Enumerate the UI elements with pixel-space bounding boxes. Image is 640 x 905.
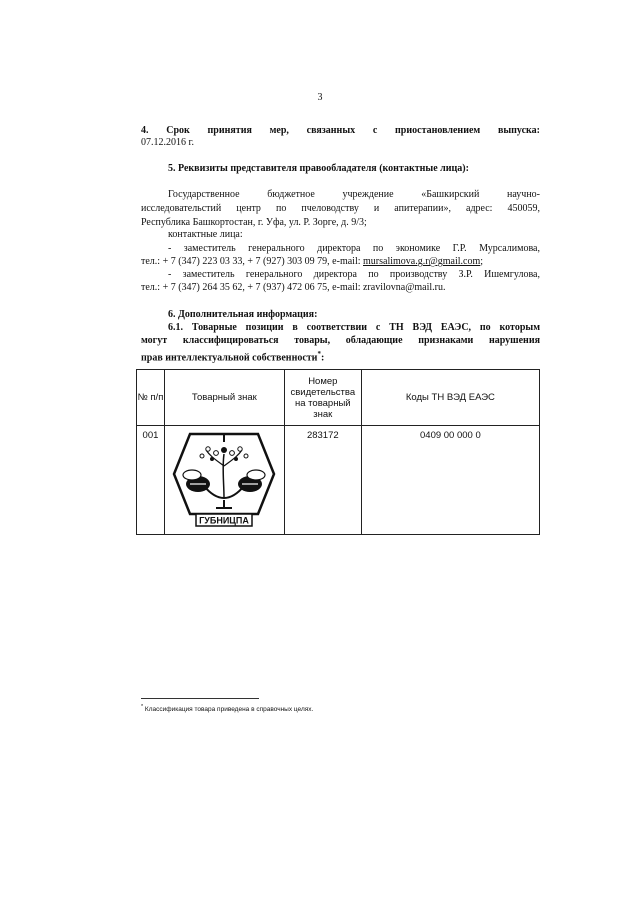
logo-text: ГУБНИЦПА: [199, 515, 250, 526]
contacts-label: контактные лица:: [168, 229, 243, 240]
contact-1-line-1: - заместитель генерального директора по экономике Г.Р. Мурсалимова,: [168, 243, 540, 254]
section-6-1-line-2: могут классифицироваться товары, обладающие признаками нарушения: [141, 335, 540, 346]
org-line-2: исследовательстий центр по пчеловодству и апитерапии», адрес: 450059,: [141, 203, 540, 214]
org-line-1: Государственное бюджетное учреждение «Башкирский научно-: [168, 189, 540, 200]
trademark-table: [136, 369, 540, 535]
org-line-3: Республика Башкортостан, г. Уфа, ул. Р. Зорге, д. 9/3;: [141, 217, 367, 228]
section-6-1-line-3-text: прав интеллектуальной собственности: [141, 352, 318, 364]
contact-2-line-1: - заместитель генерального директора по производству З.Р. Ишемгулова,: [168, 269, 540, 280]
header-certificate: Номер свидетельства на товарный знак: [284, 370, 361, 426]
section-4-date: 07.12.2016 г.: [141, 137, 194, 148]
footnote-mark: *: [317, 350, 321, 358]
section-5-heading: 5. Реквизиты представителя правообладателя (контактные лица):: [168, 163, 469, 174]
header-codes: Коды ТН ВЭД ЕАЭС: [361, 370, 539, 426]
contact-1-suffix: ;: [480, 256, 484, 267]
table-header-row: [137, 370, 540, 426]
footnote-divider: [141, 698, 259, 699]
row-certificate: 283172: [284, 426, 361, 535]
contact-1-line-2: [141, 256, 483, 268]
contact-2-line-2: тел.: + 7 (347) 264 35 62, + 7 (937) 472 06 75, e-mail: zravilovna@mail.ru.: [141, 282, 446, 293]
contact-1-email-link[interactable]: mursalimova.g.r@gmail.com: [363, 256, 481, 267]
row-num: 001: [137, 426, 165, 535]
page-number: 3: [317, 92, 323, 103]
table-row: [137, 426, 540, 535]
footnote-text: Классификация товара приведена в справочных целях.: [144, 706, 314, 714]
header-trademark: Товарный знак: [164, 370, 284, 426]
header-num: № п/п: [137, 370, 165, 426]
section-6-1-line-1: 6.1. Товарные позиции в соответствии с ТН ВЭД ЕАЭС, по которым: [168, 322, 540, 333]
section-4-line-1: 4. Срок принятия мер, связанных с приостановлением выпуска:: [141, 125, 540, 136]
section-6-1-line-3: прав интеллектуальной собственности*:: [141, 350, 325, 364]
contact-1-phones: тел.: + 7 (347) 223 03 33, + 7 (927) 303 09 79, e-mail:: [141, 256, 363, 267]
row-code: 0409 00 000 0: [361, 426, 539, 535]
footnote-mark-bottom: *: [141, 704, 144, 710]
section-6-heading: 6. Дополнительная информация:: [168, 309, 318, 320]
row-trademark: [164, 426, 284, 535]
trademark-logo-icon: [172, 428, 276, 528]
footnote: [141, 704, 313, 713]
